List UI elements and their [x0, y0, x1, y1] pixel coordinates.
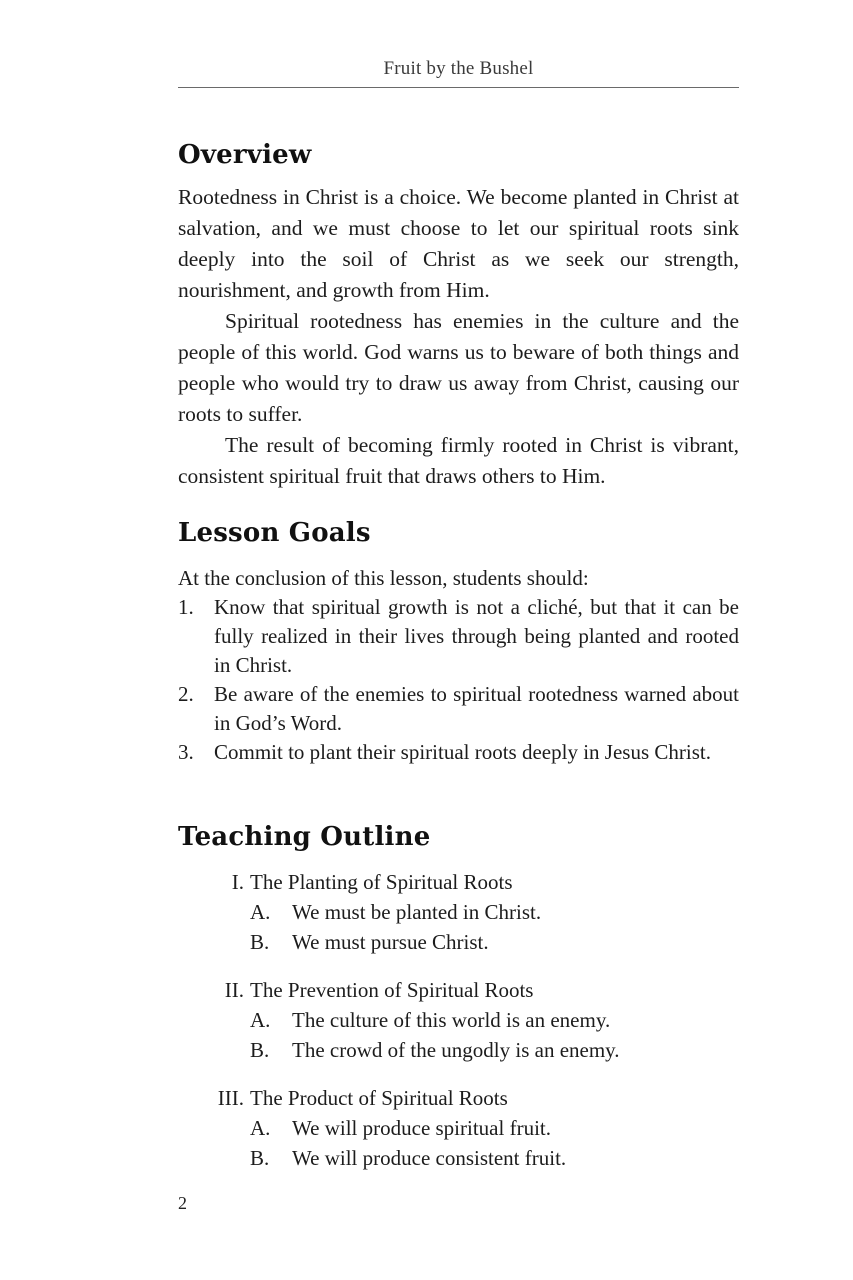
- overview-paragraph-3: [178, 430, 739, 492]
- goal-item: [178, 738, 739, 767]
- outline-point: [178, 927, 739, 957]
- outline-point-text: The culture of this world is an enemy.: [292, 1008, 611, 1032]
- teaching-outline-heading: Teaching Outline: [178, 822, 431, 852]
- outline-point-text: The crowd of the ungodly is an enemy.: [292, 1038, 620, 1062]
- outline-section: [178, 1083, 739, 1173]
- outline-section-title: [178, 1083, 739, 1113]
- outline-point-text: We will produce spiritual fruit.: [292, 1116, 551, 1140]
- overview-paragraph-1: [178, 182, 739, 306]
- goal-item: [178, 680, 739, 738]
- outline-point: [178, 1113, 739, 1143]
- header-rule: [178, 87, 739, 88]
- outline-point-text: We will produce consistent fruit.: [292, 1146, 567, 1170]
- outline-numeral: III.: [217, 1086, 244, 1110]
- goal-number: 3.: [178, 740, 194, 764]
- outline-letter: A.: [250, 900, 271, 924]
- outline-numeral: II.: [224, 978, 244, 1002]
- lesson-goals-list: [178, 593, 739, 767]
- outline-section: [178, 867, 739, 957]
- paragraph-text: Spiritual rootedness has enemies in the culture and the people of this world. God warns us to beware of both things and people who would try to draw us away from Christ, causing our roots to suffer.: [178, 309, 739, 426]
- paragraph-text: Rootedness in Christ is a choice. We become planted in Christ at salvation, and we must choose to let our spiritual roots sink deeply into the soil of Christ as we seek our strength, nourishment, and growth from Him.: [178, 185, 739, 302]
- goal-text: Know that spiritual growth is not a cliché, but that it can be fully realized in their lives through being planted and rooted in Christ.: [214, 595, 739, 677]
- outline-letter: B.: [250, 1038, 270, 1062]
- outline-point-text: We must be planted in Christ.: [292, 900, 542, 924]
- outline-title-text: The Prevention of Spiritual Roots: [250, 978, 534, 1002]
- outline-section-title: [178, 975, 739, 1005]
- outline-point: [178, 1143, 739, 1173]
- page-number: 2: [178, 1193, 187, 1213]
- outline-section: [178, 975, 739, 1065]
- lesson-goals-intro: At the conclusion of this lesson, students should:: [178, 566, 589, 590]
- overview-paragraph-2: [178, 306, 739, 430]
- teaching-outline: [178, 867, 739, 1191]
- outline-letter: B.: [250, 930, 270, 954]
- outline-title-text: The Product of Spiritual Roots: [250, 1086, 508, 1110]
- outline-point-text: We must pursue Christ.: [292, 930, 489, 954]
- outline-point: [178, 897, 739, 927]
- goal-item: [178, 593, 739, 680]
- outline-title-text: The Planting of Spiritual Roots: [250, 870, 513, 894]
- outline-letter: A.: [250, 1116, 271, 1140]
- outline-section-title: [178, 867, 739, 897]
- goal-number: 1.: [178, 595, 194, 619]
- outline-point: [178, 1005, 739, 1035]
- goal-number: 2.: [178, 682, 194, 706]
- goal-text: Commit to plant their spiritual roots deeply in Jesus Christ.: [214, 740, 711, 764]
- outline-point: [178, 1035, 739, 1065]
- outline-letter: B.: [250, 1146, 270, 1170]
- paragraph-text: The result of becoming firmly rooted in Christ is vibrant, consistent spiritual fruit that draws others to Him.: [178, 433, 739, 488]
- goal-text: Be aware of the enemies to spiritual rootedness warned about in God’s Word.: [214, 682, 739, 735]
- outline-letter: A.: [250, 1008, 271, 1032]
- outline-numeral: I.: [231, 870, 244, 894]
- overview-heading: Overview: [178, 140, 312, 170]
- running-head: Fruit by the Bushel: [383, 58, 534, 79]
- lesson-goals-heading: Lesson Goals: [178, 518, 371, 548]
